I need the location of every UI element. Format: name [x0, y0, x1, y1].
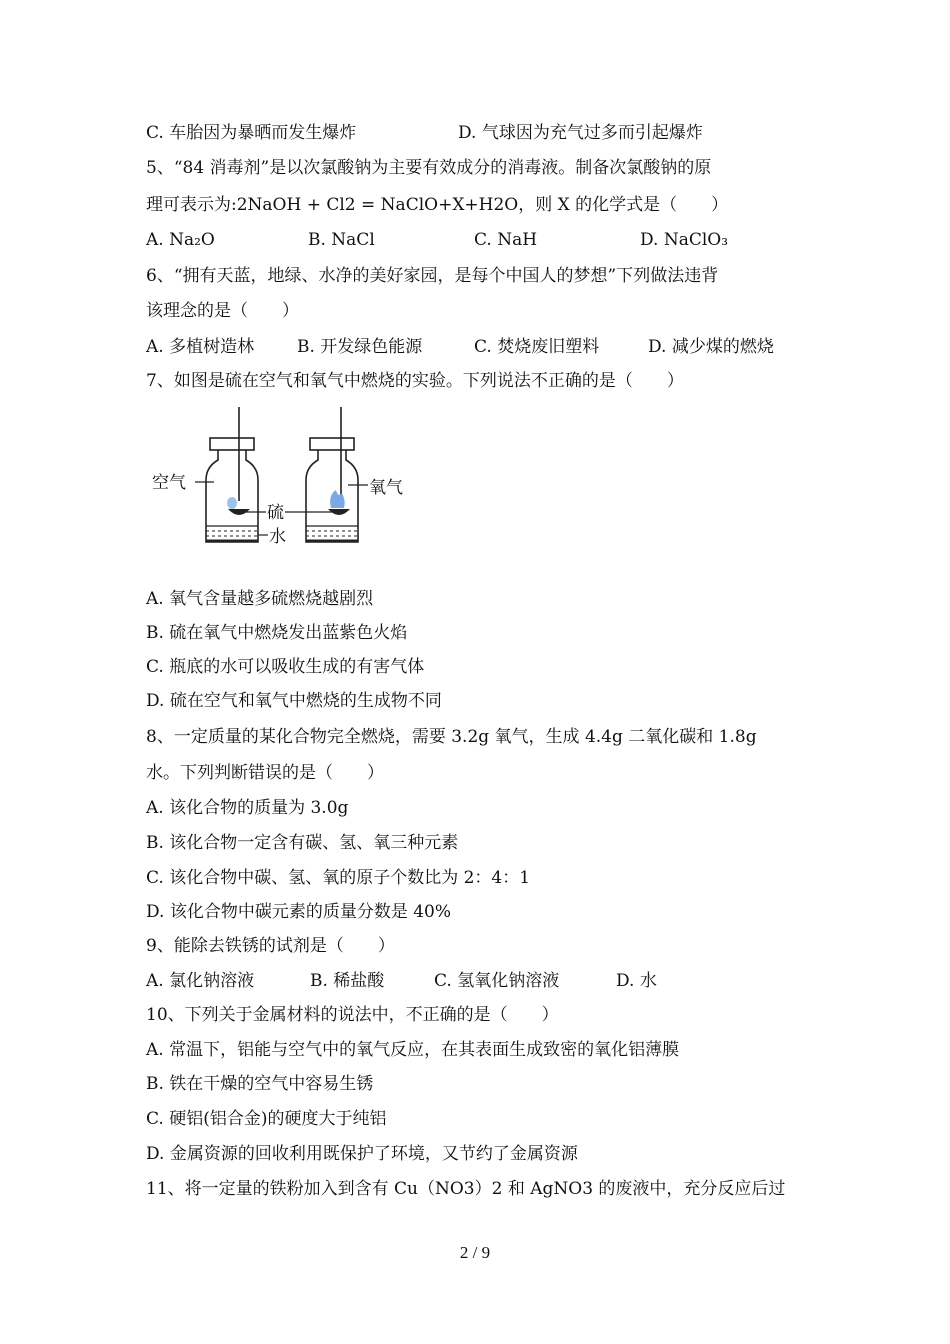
q7-option-b: B. 硫在氧气中燃烧发出蓝紫色火焰	[146, 623, 408, 643]
q6-stem-line1: 6、“拥有天蓝，地绿、水净的美好家园，是每个中国人的梦想”下列做法违背	[146, 266, 719, 286]
q10-option-c: C. 硬铝(铝合金)的硬度大于纯铝	[146, 1109, 387, 1129]
q10-stem: 10、下列关于金属材料的说法中，不正确的是（ ）	[146, 1005, 559, 1025]
label-water: 水	[269, 527, 286, 547]
air-flame-icon	[227, 497, 237, 509]
label-sulfur: 硫	[267, 503, 284, 523]
q10-option-a: A. 常温下，铝能与空气中的氧气反应，在其表面生成致密的氧化铝薄膜	[146, 1040, 680, 1060]
q9-option-c: C. 氢氧化钠溶液	[434, 971, 560, 991]
q5-stem-line2: 理可表示为:2NaOH + Cl2 = NaClO+X+H2O，则 X 的化学式是（ ）	[146, 195, 729, 215]
page-number: 2 / 9	[459, 1243, 491, 1262]
q8-stem-line2: 水。下列判断错误的是（ ）	[146, 763, 384, 783]
q6-stem-line2: 该理念的是（ ）	[146, 301, 299, 321]
q5-stem-line1: 5、“84 消毒剂”是以次氯酸钠为主要有效成分的消毒液。制备次氯酸钠的原	[146, 158, 712, 178]
q4-option-d: D. 气球因为充气过多而引起爆炸	[458, 123, 703, 143]
q8-stem-line1: 8、一定质量的某化合物完全燃烧，需要 3.2g 氧气，生成 4.4g 二氧化碳和 1.8g	[146, 727, 757, 747]
q7-option-a: A. 氧气含量越多硫燃烧越剧烈	[146, 589, 374, 609]
q4-option-c: C. 车胎因为暴晒而发生爆炸	[146, 123, 357, 143]
q9-option-b: B. 稀盐酸	[310, 971, 385, 991]
q9-stem: 9、能除去铁锈的试剂是（ ）	[146, 936, 395, 956]
q10-option-d: D. 金属资源的回收利用既保护了环境，又节约了金属资源	[146, 1144, 578, 1164]
q6-option-d: D. 减少煤的燃烧	[648, 337, 774, 357]
q9-option-a: A. 氯化钠溶液	[146, 971, 255, 991]
q6-option-a: A. 多植树造林	[146, 337, 255, 357]
q10-option-b: B. 铁在干燥的空气中容易生锈	[146, 1074, 374, 1094]
q6-option-c: C. 焚烧废旧塑料	[474, 337, 600, 357]
q11-stem-line1: 11、将一定量的铁粉加入到含有 Cu（NO3）2 和 AgNO3 的废液中，充分反应后过	[146, 1179, 786, 1199]
q8-option-d: D. 该化合物中碳元素的质量分数是 40%	[146, 902, 452, 922]
label-air: 空气	[152, 473, 186, 493]
q8-option-c: C. 该化合物中碳、氢、氧的原子个数比为 2：4：1	[146, 868, 531, 888]
sulfur-combustion-figure	[140, 405, 420, 555]
right-spoon-icon	[328, 509, 350, 515]
oxygen-flame-icon	[330, 490, 344, 508]
q7-option-d: D. 硫在空气和氧气中燃烧的生成物不同	[146, 691, 442, 711]
left-spoon-icon	[228, 509, 250, 515]
q7-option-c: C. 瓶底的水可以吸收生成的有害气体	[146, 657, 425, 677]
q9-option-d: D. 水	[616, 971, 657, 991]
q6-option-b: B. 开发绿色能源	[297, 337, 423, 357]
q5-option-d: D. NaClO₃	[640, 230, 729, 250]
label-oxygen: 氧气	[369, 478, 403, 498]
q5-option-c: C. NaH	[474, 230, 538, 250]
q5-option-b: B. NaCl	[308, 230, 375, 250]
q8-option-a: A. 该化合物的质量为 3.0g	[146, 798, 349, 818]
q5-option-a: A. Na₂O	[146, 230, 215, 250]
q8-option-b: B. 该化合物一定含有碳、氢、氧三种元素	[146, 833, 459, 853]
q7-stem: 7、如图是硫在空气和氧气中燃烧的实验。下列说法不正确的是（ ）	[146, 371, 684, 391]
